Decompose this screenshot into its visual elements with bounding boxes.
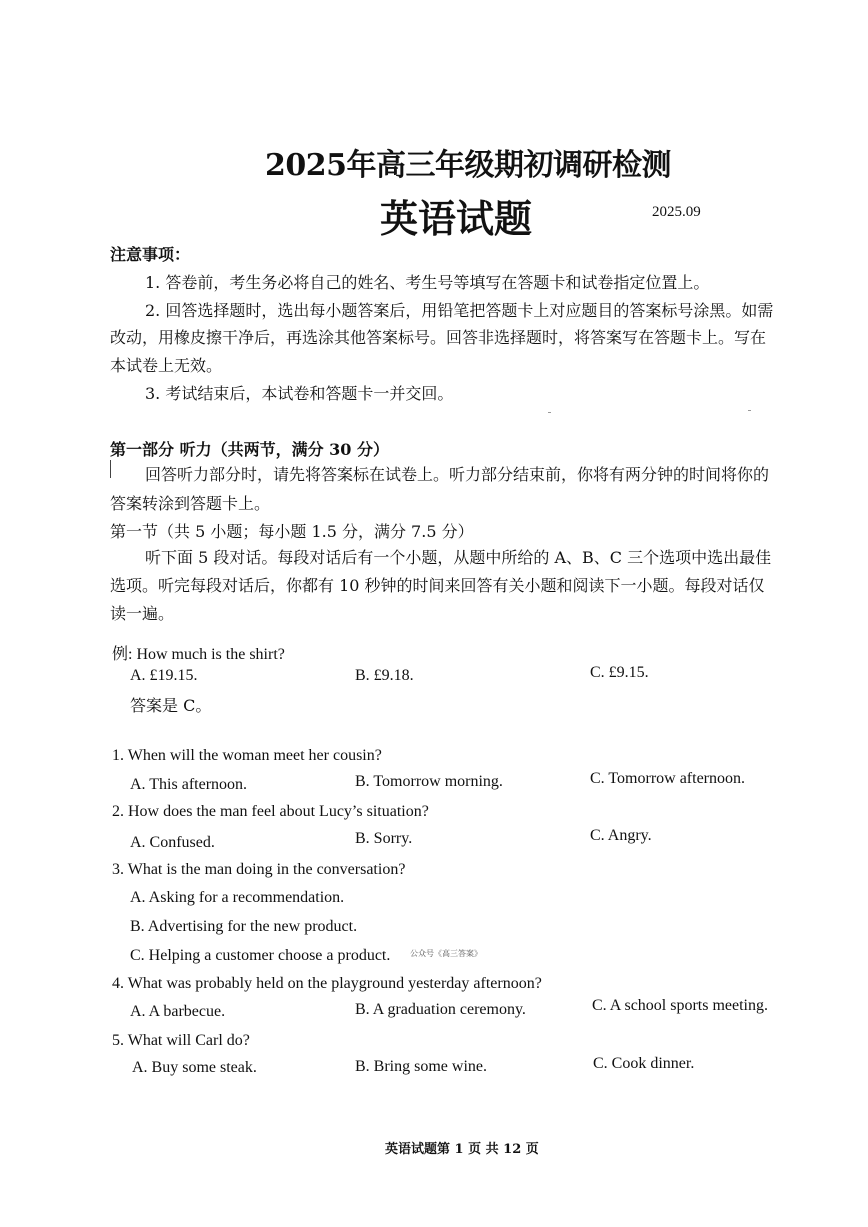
example-question: 例: How much is the shirt? [112, 646, 285, 663]
notes-heading: 注意事项： [110, 245, 191, 264]
question-5-option-c: C. Cook dinner. [593, 1055, 695, 1072]
question-4-option-b: B. A graduation ceremony. [355, 1001, 526, 1018]
question-2-option-b: B. Sorry. [355, 830, 413, 847]
scan-mark [110, 460, 111, 478]
question-3-option-a: A. Asking for a recommendation. [130, 889, 345, 906]
notes-item-2-line-2: 改动，用橡皮擦干净后，再选涂其他答案标号。回答非选择题时，将答案写在答题卡上。写在 [110, 328, 767, 347]
example-option-b: B. £9.18. [355, 667, 414, 684]
question-2: 2. How does the man feel about Lucy’s situation? [112, 803, 429, 820]
notes-item-2-line-1: 2. 回答选择题时，选出每小题答案后，用铅笔把答题卡上对应题目的答案标号涂黑。如需 [145, 301, 774, 320]
notes-item-2-line-3: 本试卷上无效。 [110, 356, 223, 375]
question-1: 1. When will the woman meet her cousin? [112, 747, 382, 764]
question-3-option-c: C. Helping a customer choose a product. [130, 947, 391, 964]
question-4-option-c: C. A school sports meeting. [592, 997, 768, 1014]
exam-date: 2025.09 [652, 204, 701, 220]
watermark: 公众号《高三答案》 [410, 949, 482, 958]
question-1-option-b: B. Tomorrow morning. [355, 773, 503, 790]
part1-intro-line-1: 回答听力部分时，请先将答案标在试卷上。听力部分结束前，你将有两分钟的时间将你的 [145, 465, 770, 484]
question-4: 4. What was probably held on the playground yesterday afternoon? [112, 975, 542, 992]
part1-heading: 第一部分 听力（共两节，满分 30 分） [110, 440, 389, 459]
notes-item-3: 3. 考试结束后，本试卷和答题卡一并交回。 [145, 384, 454, 403]
question-3: 3. What is the man doing in the conversation? [112, 861, 406, 878]
question-1-option-a: A. This afternoon. [130, 776, 248, 793]
subject-title: 英语试题 [380, 196, 533, 241]
section1-instructions-line-1: 听下面 5 段对话。每段对话后有一个小题，从题中所给的 A、B、C 三个选项中选出最佳 [145, 548, 772, 567]
example-option-a: A. £19.15. [130, 667, 198, 684]
question-3-option-b: B. Advertising for the new product. [130, 918, 358, 935]
example-answer: 答案是 C。 [130, 696, 212, 715]
question-2-option-c: C. Angry. [590, 827, 652, 844]
question-4-option-a: A. A barbecue. [130, 1003, 226, 1020]
question-5-option-a: A. Buy some steak. [132, 1059, 257, 1076]
section1-instructions-line-3: 读一遍。 [110, 604, 175, 623]
notes-item-1: 1. 答卷前，考生务必将自己的姓名、考生号等填写在答题卡和试卷指定位置上。 [145, 273, 710, 292]
page-footer: 英语试题第 1 页 共 12 页 [385, 1142, 539, 1157]
part1-intro-line-2: 答案转涂到答题卡上。 [110, 494, 271, 513]
section1-heading: 第一节（共 5 小题；每小题 1.5 分，满分 7.5 分） [110, 522, 474, 541]
question-5-option-b: B. Bring some wine. [355, 1058, 487, 1075]
example-option-c: C. £9.15. [590, 664, 649, 681]
question-2-option-a: A. Confused. [130, 834, 215, 851]
question-1-option-c: C. Tomorrow afternoon. [590, 770, 745, 787]
section1-instructions-line-2: 选项。听完每段对话后，你都有 10 秒钟的时间来回答有关小题和阅读下一小题。每段对话仅 [110, 576, 765, 595]
question-5: 5. What will Carl do? [112, 1032, 250, 1049]
scan-dot [548, 412, 551, 413]
scan-dot [748, 410, 751, 411]
exam-title: 2025年高三年级期初调研检测 [265, 148, 671, 183]
